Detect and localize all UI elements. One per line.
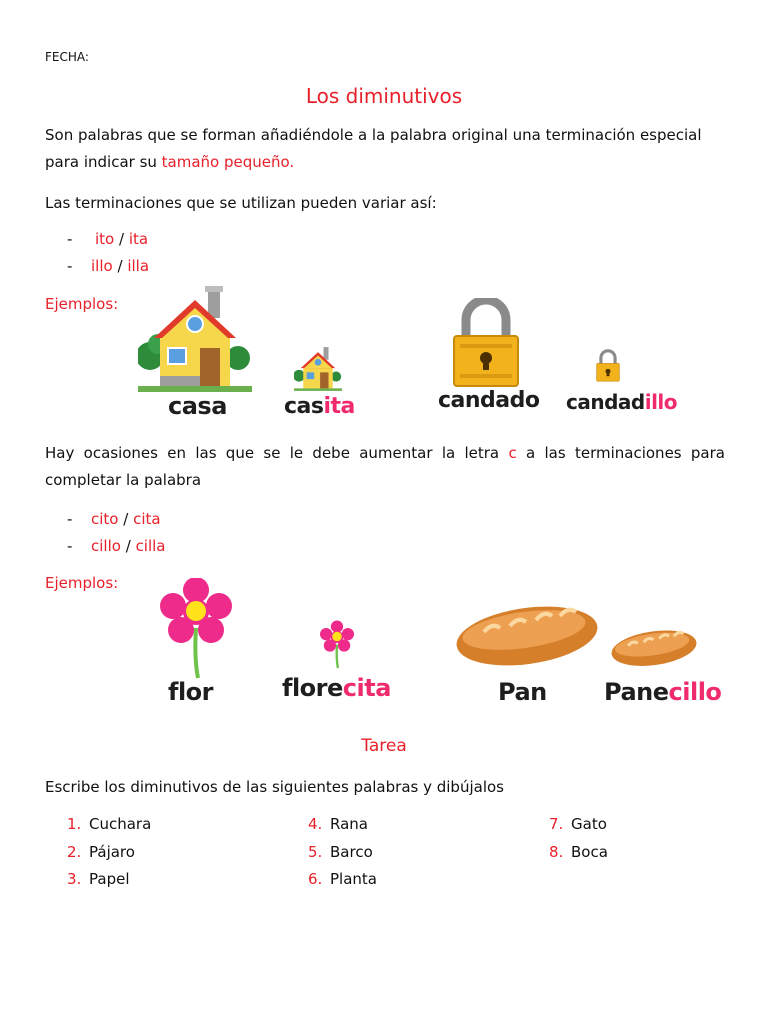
- homework-instruction: Escribe los diminutivos de las siguientes palabras y dibújalos: [45, 778, 504, 796]
- item-word: Papel: [89, 870, 130, 888]
- word-suffix: cita: [342, 674, 391, 702]
- bullet-dash: -: [67, 230, 73, 248]
- ending-sep: /: [125, 537, 131, 555]
- padlock-large-illustration: [452, 298, 520, 388]
- item-number: 3.: [67, 870, 82, 888]
- bullet-dash: -: [67, 537, 73, 555]
- c-rule-line-1: [45, 440, 725, 467]
- homework-item: [308, 870, 377, 888]
- ending-sep: /: [123, 510, 129, 528]
- homework-item: [67, 815, 151, 833]
- c-letter: c: [508, 444, 517, 462]
- example-word-casa: casa: [168, 392, 227, 420]
- intro-line-2-text: para indicar su: [45, 153, 162, 171]
- item-number: 4.: [308, 815, 323, 833]
- ending-fem: cilla: [135, 537, 166, 555]
- item-word: Rana: [330, 815, 368, 833]
- ending-item-cito: [67, 510, 161, 528]
- bullet-dash: -: [67, 257, 73, 275]
- word-suffix: cillo: [668, 678, 722, 706]
- item-number: 7.: [549, 815, 564, 833]
- variants-text: Las terminaciones que se utilizan pueden variar así:: [45, 194, 437, 212]
- item-word: Planta: [330, 870, 377, 888]
- ending-sep: /: [117, 257, 123, 275]
- intro-line-1: Son palabras que se forman añadiéndole a la palabra original una terminación especial: [45, 126, 702, 144]
- example-word-pan: Pan: [498, 678, 547, 706]
- homework-item: [67, 843, 135, 861]
- word-base: flore: [282, 674, 343, 702]
- intro-line-2: [45, 149, 725, 176]
- bullet-dash: -: [67, 510, 73, 528]
- ending-fem: illa: [127, 257, 150, 275]
- intro-highlight: tamaño pequeño.: [161, 153, 295, 171]
- flower-small-illustration: [320, 618, 354, 672]
- c-rule-paragraph: [45, 440, 725, 494]
- c-rule-text-pre: Hay ocasiones en las que se le debe aumentar la letra: [45, 444, 509, 462]
- homework-item: [549, 815, 607, 833]
- ending-item-illo: [67, 257, 149, 275]
- example-word-panecillo: [604, 678, 721, 706]
- house-small-illustration: [294, 346, 342, 392]
- bread-small-illustration: [610, 626, 698, 668]
- ending-fem: ita: [128, 230, 149, 248]
- example-word-flor: flor: [168, 678, 213, 706]
- c-rule-text-post: a las terminaciones para: [516, 444, 725, 462]
- flower-large-illustration: [160, 578, 232, 680]
- item-word: Boca: [571, 843, 608, 861]
- ending-masc: illo: [91, 257, 113, 275]
- word-suffix: illo: [644, 390, 678, 414]
- ending-masc: ito: [95, 230, 115, 248]
- bread-large-illustration: [454, 600, 600, 668]
- intro-paragraph: [45, 122, 725, 176]
- item-word: Gato: [571, 815, 607, 833]
- item-number: 8.: [549, 843, 564, 861]
- homework-item: [549, 843, 608, 861]
- ending-masc: cito: [91, 510, 119, 528]
- ending-item-ito: [67, 230, 148, 248]
- word-base: Pane: [604, 678, 669, 706]
- ending-sep: /: [119, 230, 125, 248]
- item-word: Barco: [330, 843, 373, 861]
- example-word-casita: [284, 394, 355, 419]
- item-word: Pájaro: [89, 843, 135, 861]
- item-number: 5.: [308, 843, 323, 861]
- homework-item: [308, 815, 368, 833]
- item-number: 1.: [67, 815, 82, 833]
- item-number: 2.: [67, 843, 82, 861]
- examples-label-1: Ejemplos:: [45, 295, 119, 313]
- c-rule-line-2: completar la palabra: [45, 471, 202, 489]
- word-base: candad: [566, 390, 645, 414]
- ending-fem: cita: [133, 510, 161, 528]
- padlock-small-illustration: [596, 348, 620, 384]
- homework-title: Tarea: [361, 736, 407, 756]
- item-word: Cuchara: [89, 815, 152, 833]
- example-word-candado: candado: [438, 388, 540, 413]
- example-word-florecita: [282, 674, 391, 702]
- ending-item-cillo: [67, 537, 166, 555]
- date-label: FECHA:: [45, 50, 89, 64]
- ending-masc: cillo: [91, 537, 121, 555]
- word-suffix: ita: [323, 394, 355, 419]
- examples-label-2: Ejemplos:: [45, 574, 119, 592]
- word-base: cas: [284, 394, 324, 419]
- homework-item: [308, 843, 373, 861]
- example-word-candadillo: [566, 390, 677, 414]
- homework-item: [67, 870, 129, 888]
- item-number: 6.: [308, 870, 323, 888]
- house-large-illustration: [138, 286, 252, 394]
- page-title: Los diminutivos: [305, 84, 463, 108]
